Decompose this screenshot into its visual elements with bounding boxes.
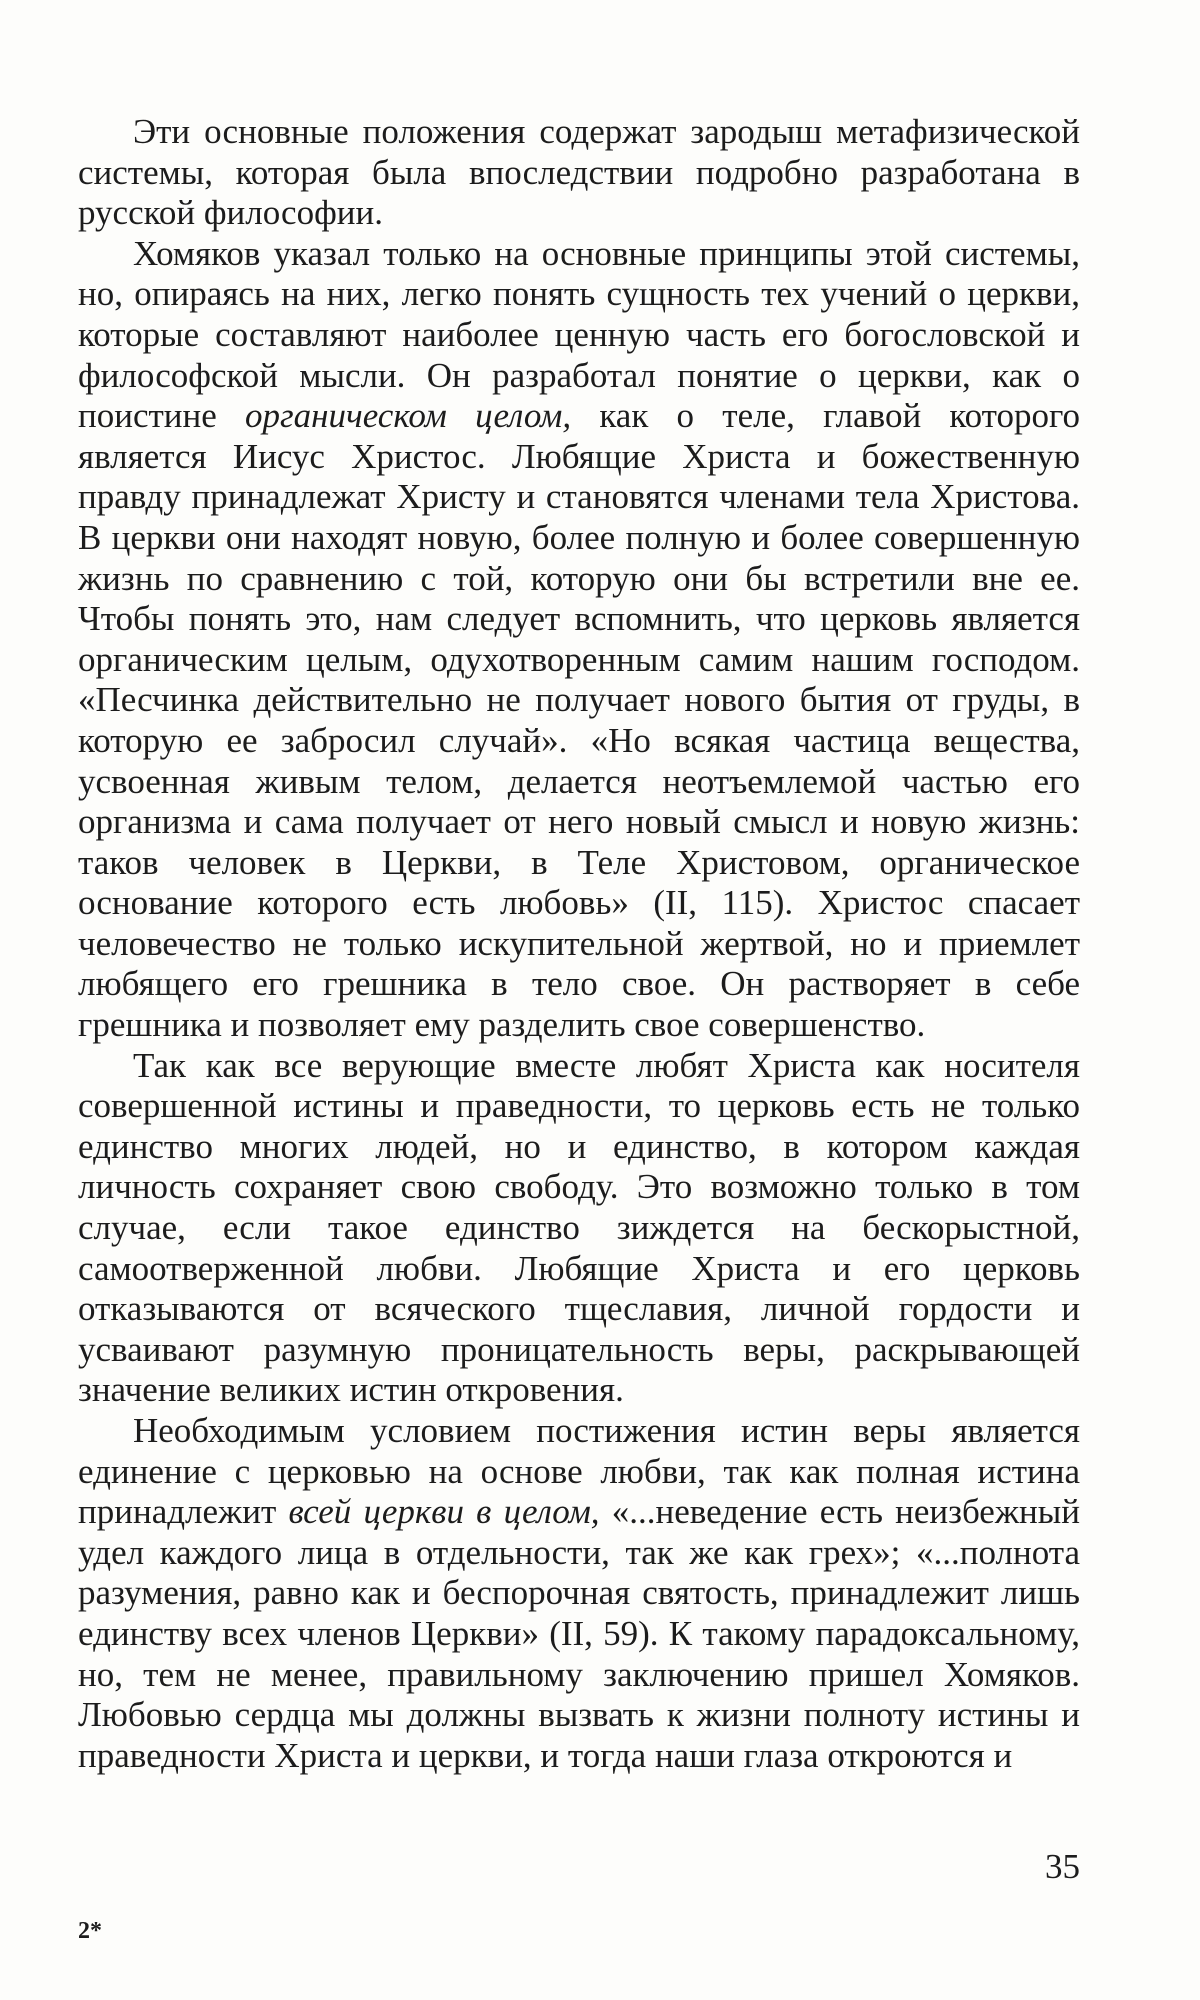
paragraph-1 (78, 112, 1080, 234)
paragraph-4 (78, 1411, 1080, 1776)
paragraph-3 (78, 1046, 1080, 1411)
paragraph-2-text-a: Хомяков указал только на основные принципы этой системы, но, опираясь на них, легко понять сущность тех учений о церкви, которые составляют наиболее ценную часть его богословской и философской мысли. Он разработал понятие о церкви, как о поистине (78, 233, 1080, 436)
paragraph-1-text: Эти основные положения содержат зародыш метафизической системы, которая была впоследствии подробно разработана в русской философии. (78, 112, 1080, 233)
paragraph-2-italic-phrase: органическом целом, (245, 396, 572, 436)
signature-mark: 2* (78, 1918, 102, 1944)
book-page (78, 112, 1080, 1992)
paragraph-3-text: Так как все верующие вместе любят Христа как носителя совершенной истины и праведности, то церковь есть не только единство многих людей, но и единство, в котором каждая личность сохраняет свою свободу. Это возможно только в том случае, если такое единство зиждется на бескорыстной, самоотверженной любви. Любящие Христа и его церковь отказываются от всяческого тщеславия, личной гордости и усваивают разумную проницательность веры, раскрывающей значение великих истин откровения. (78, 1045, 1080, 1410)
paragraph-4-text-a: Необходимым условием постижения истин веры является единение с церковью на основе любви, так как полная истина принадлежит (78, 1411, 1080, 1532)
body-text (78, 112, 1080, 1776)
paragraph-2-text-b: как о теле, главой которого является Иисус Христос. Любящие Христа и божественную правду принадлежат Христу и становятся членами тела Христова. В церкви они находят новую, более полную и более совершенную жизнь по сравнению с той, которую они бы встретили вне ее. Чтобы понять это, нам следует вспомнить, что церковь является органическим целым, одухотворенным самим нашим господом. «Песчинка действительно не получает нового бытия от груды, в которую ее забросил случай». «Но всякая частица вещества, усвоенная живым телом, делается неотъемлемой частью его организма и сама получает от него новый смысл и новую жизнь: таков человек в Церкви, в Теле Христовом, органическое основание которого есть любовь» (II, 115). Христос спасает человечество не только искупительной жертвой, но и приемлет любящего его грешника в тело свое. Он растворяет в себе грешника и позволяет ему разделить свое совершенство. (78, 396, 1080, 1045)
paragraph-4-italic-phrase: всей церкви в целом, (288, 1492, 600, 1532)
paragraph-4-text-b: «...неведение есть неизбежный удел каждого лица в отдельности, так же как грех»; «...полнота разумения, равно как и беспорочная святость, принадлежит лишь единству всех членов Церкви» (II, 59). К такому парадоксальному, но, тем не менее, правильному заключению пришел Хомяков. Любовью сердца мы должны вызвать к жизни полноту истины и праведности Христа и церкви, и тогда наши глаза откроются и (78, 1492, 1080, 1775)
page-number: 35 (1045, 1847, 1080, 1886)
paragraph-2 (78, 234, 1080, 1046)
